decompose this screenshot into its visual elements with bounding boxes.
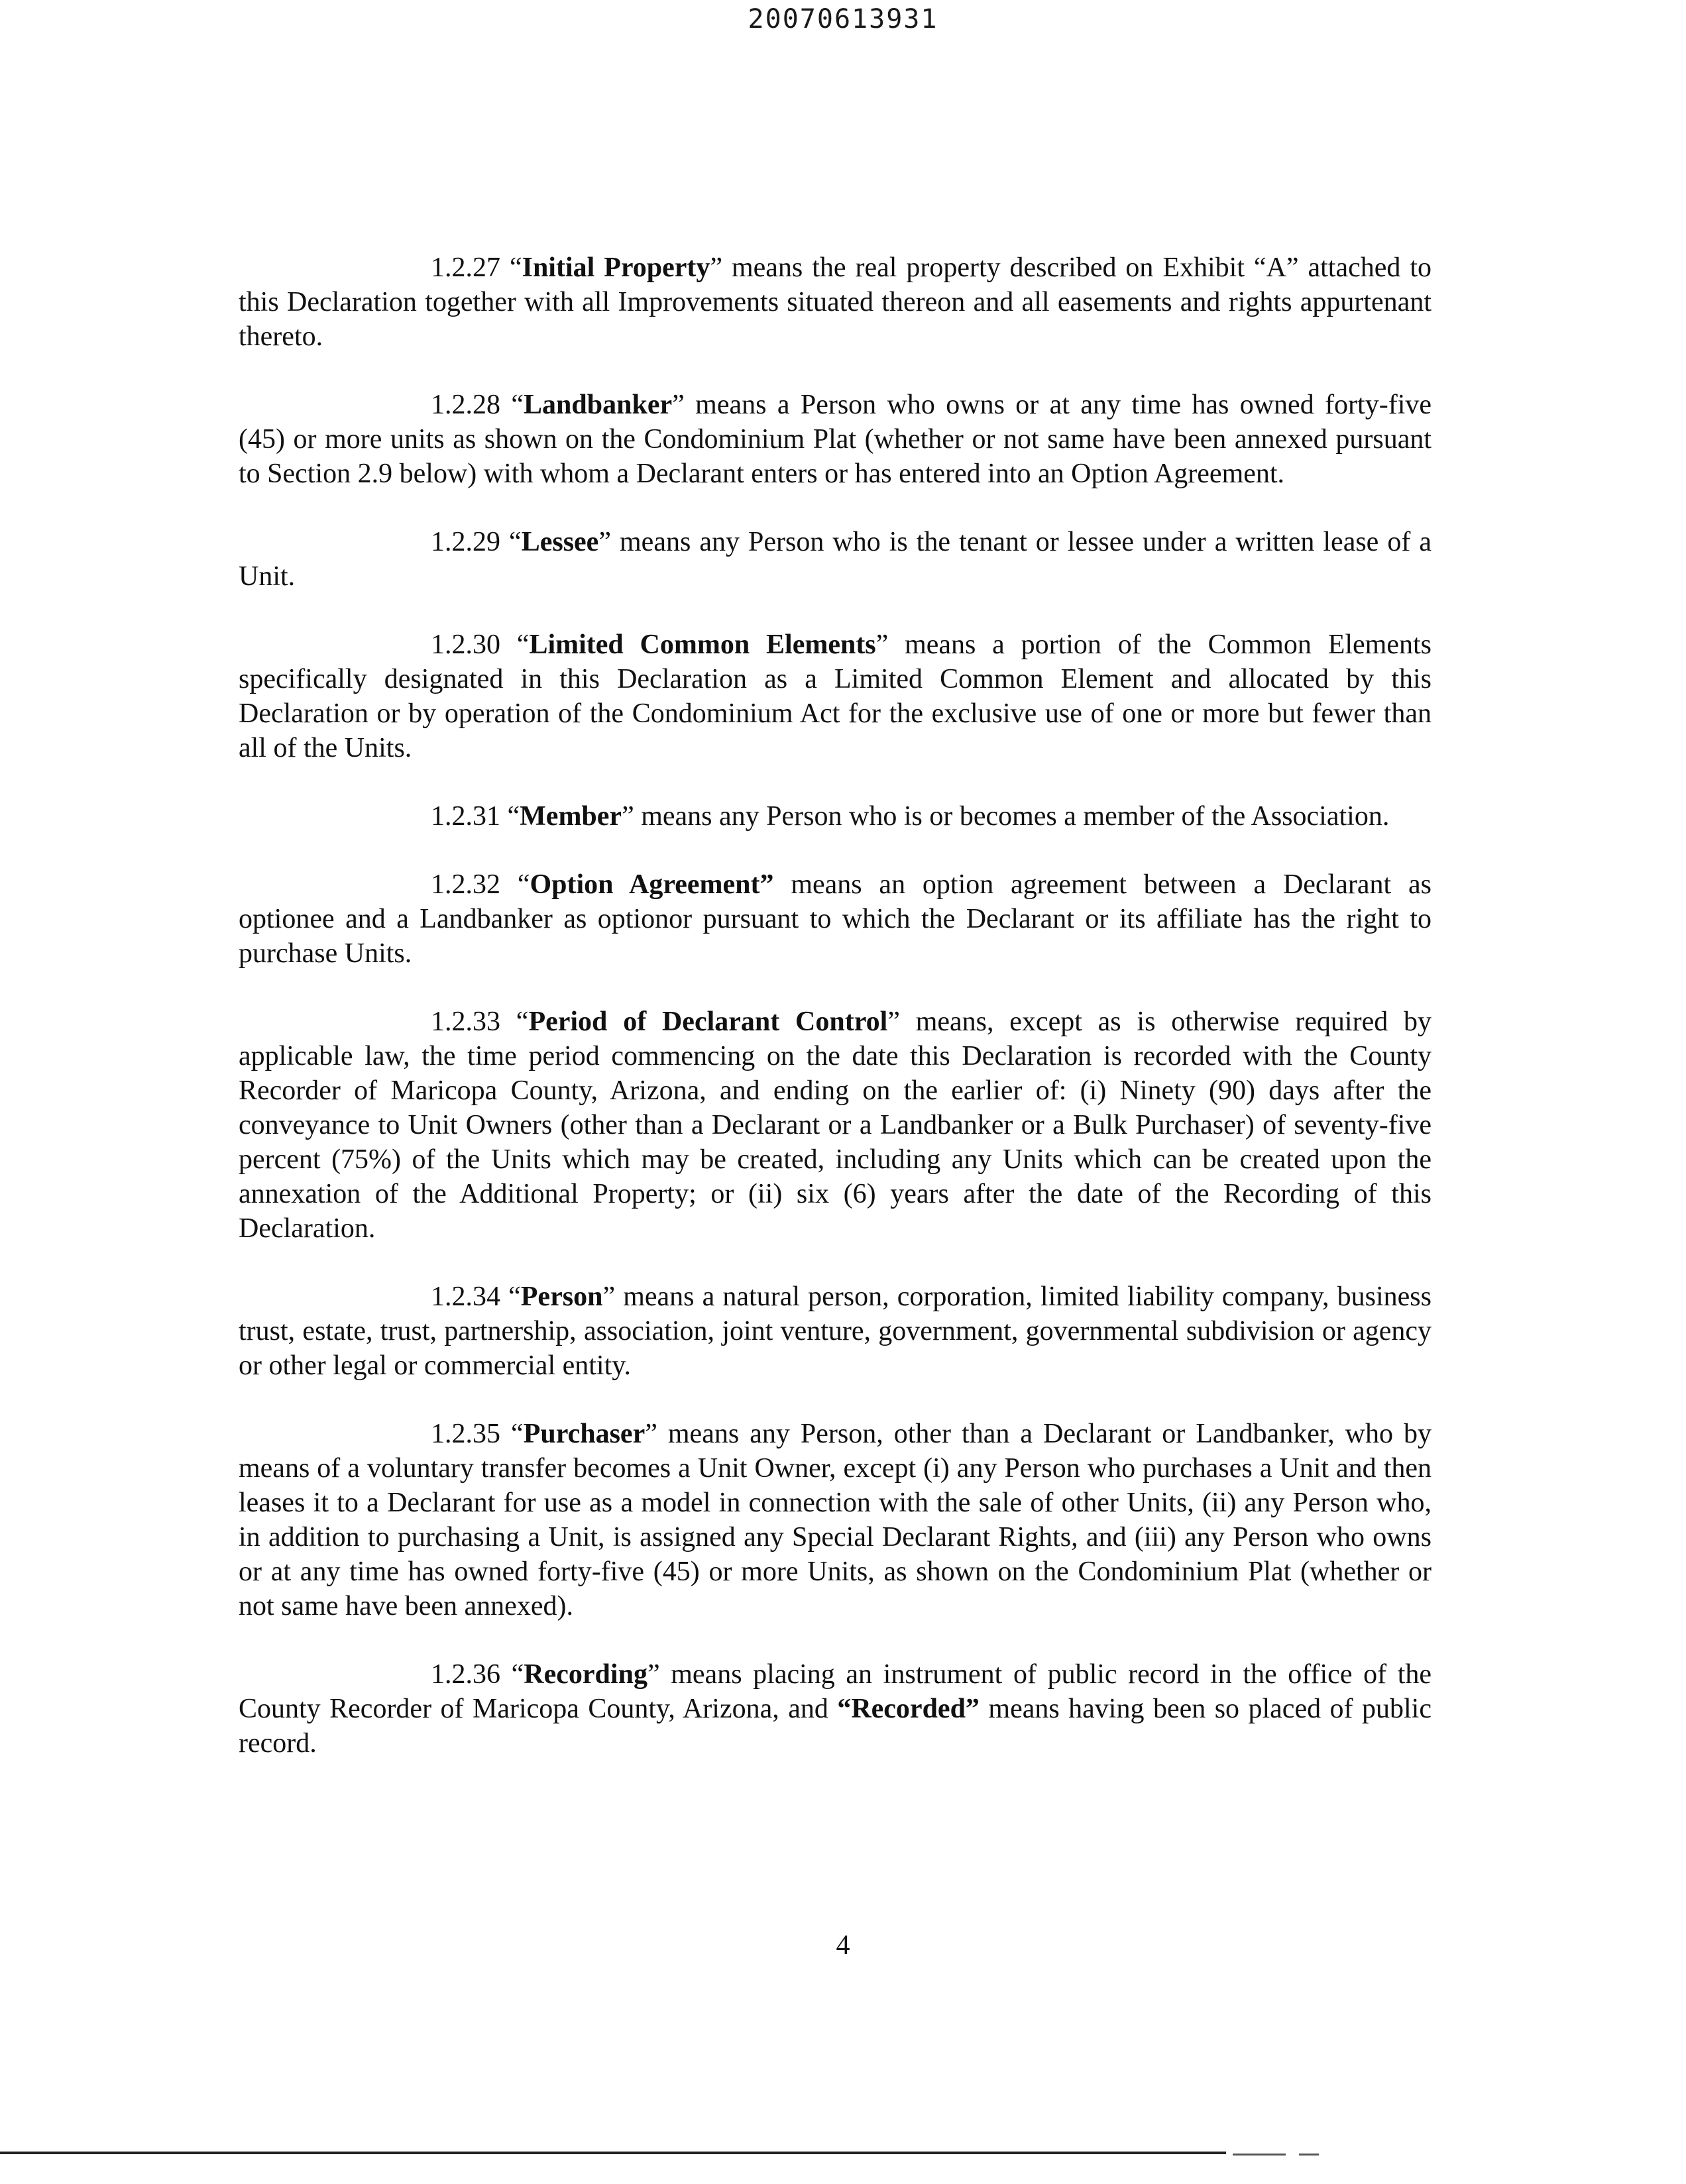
section-number: 1.2.35 [431,1419,500,1449]
definition-purchaser [239,1417,1432,1623]
bottom-scan-rule-fragment [1233,2154,1286,2156]
document-number: 20070613931 [748,4,938,34]
close-quote: ” [602,1282,616,1312]
definition-landbanker [239,388,1432,491]
definition-text: means a portion of the Common Elements specifically designated in this Declaration as a Limited Common Element and allocated by this Declaration or by operation of the Condominium Act for the exclusive use of one or more but fewer than all of the Units. [239,629,1432,763]
open-quote: “ [509,252,522,283]
definition-text: means placing an instrument of public record in the office of the County Recorder of Maricopa County, Arizona, and [239,1659,1432,1724]
definition-text: means, except as is otherwise required by applicable law, the time period commencing on the date this Declaration is recorded with the County Recorder of Maricopa County, Arizona, and ending on the earlier of: (i) Ninety (90) days after the conveyance to Unit Owners (other than a Declarant or a Landbanker or a Bulk Purchaser) of seventy-five percent (75%) of the Units which may be created, including any Units which can be created upon the annexation of the Additional Property; or (ii) six (6) years after the date of the Recording of this Declaration. [239,1007,1432,1244]
bottom-scan-rule [0,2152,1226,2154]
defined-term: Person [520,1282,603,1312]
section-number: 1.2.30 [431,629,500,660]
definition-text: means any Person who is the tenant or lessee under a written lease of a Unit. [239,527,1432,592]
close-quote: ” [710,252,723,283]
definition-lessee [239,525,1432,594]
section-number: 1.2.36 [431,1659,500,1690]
definition-option-agreement [239,867,1432,971]
document-body [239,250,1432,1794]
open-quote: “ [509,527,522,557]
definition-initial-property [239,250,1432,354]
definition-member [239,799,1432,834]
definition-text: means the real property described on Exhibit “A” attached to this Declaration together with all Improvements situated thereon and all easements and rights appurtenant thereto. [239,252,1432,352]
section-number: 1.2.31 [431,801,500,832]
section-number: 1.2.34 [431,1282,500,1312]
defined-term: Period of Declarant Control [528,1007,888,1037]
section-number: 1.2.27 [431,252,500,283]
definition-text: means a natural person, corporation, limited liability company, business trust, estate, trust, partnership, association, joint venture, government, governmental subdivision or agency or other legal or commercial entity. [239,1282,1432,1381]
open-quote: “ [516,629,530,660]
close-quote: ” [598,527,611,557]
definition-recording [239,1657,1432,1761]
definition-text: means an option agreement between a Declarant as optionee and a Landbanker as optionor pursuant to which the Declarant or its affiliate has the right to purchase Units. [239,869,1432,969]
definition-text: means any Person who is or becomes a member of the Association. [634,801,1390,832]
definition-text-continued: means having been so placed of public record. [239,1694,1432,1759]
defined-term: Limited Common Elements [529,629,876,660]
defined-term: Member [520,801,622,832]
defined-term: Recording [524,1659,647,1690]
defined-term: Option Agreement” [530,869,774,900]
definition-person [239,1280,1432,1383]
open-quote: “ [517,869,530,900]
close-quote: ” [887,1007,900,1037]
close-quote: ” [672,390,685,420]
defined-term: Initial Property [522,252,710,283]
section-number: 1.2.33 [431,1007,500,1037]
open-quote: “ [516,1007,529,1037]
section-number: 1.2.29 [431,527,500,557]
bottom-scan-rule-fragment [1299,2154,1319,2156]
open-quote: “ [511,390,524,420]
defined-term: Purchaser [523,1419,646,1449]
section-number: 1.2.28 [431,390,500,420]
open-quote: “ [507,801,520,832]
close-quote: ” [647,1659,660,1690]
open-quote: “ [511,1659,524,1690]
page-number: 4 [836,1930,850,1961]
close-quote: ” [622,801,634,832]
definition-text: means any Person, other than a Declarant or Landbanker, who by means of a voluntary transfer becomes a Unit Owner, except (i) any Person who purchases a Unit and then leases it to a Declarant for use as a model in connection with the sale of other Units, (ii) any Person who, in addition to purchasing a Unit, is assigned any Special Declarant Rights, and (iii) any Person who owns or at any time has owned forty-five (45) or more Units, as shown on the Condominium Plat (whether or not same have been annexed). [239,1419,1432,1621]
defined-term-recorded: “Recorded” [837,1694,980,1724]
close-quote: ” [875,629,889,660]
definition-limited-common-elements [239,628,1432,765]
section-number: 1.2.32 [431,869,500,900]
defined-term: Lessee [521,527,599,557]
defined-term: Landbanker [524,390,673,420]
definition-period-of-declarant-control [239,1005,1432,1246]
definition-text: means a Person who owns or at any time has owned forty-five (45) or more units as shown on the Condominium Plat (whether or not same have been annexed pursuant to Section 2.9 below) with whom a Declarant enters or has entered into an Option Agreement. [239,390,1432,489]
close-quote: ” [645,1419,657,1449]
open-quote: “ [508,1282,521,1312]
open-quote: “ [511,1419,524,1449]
